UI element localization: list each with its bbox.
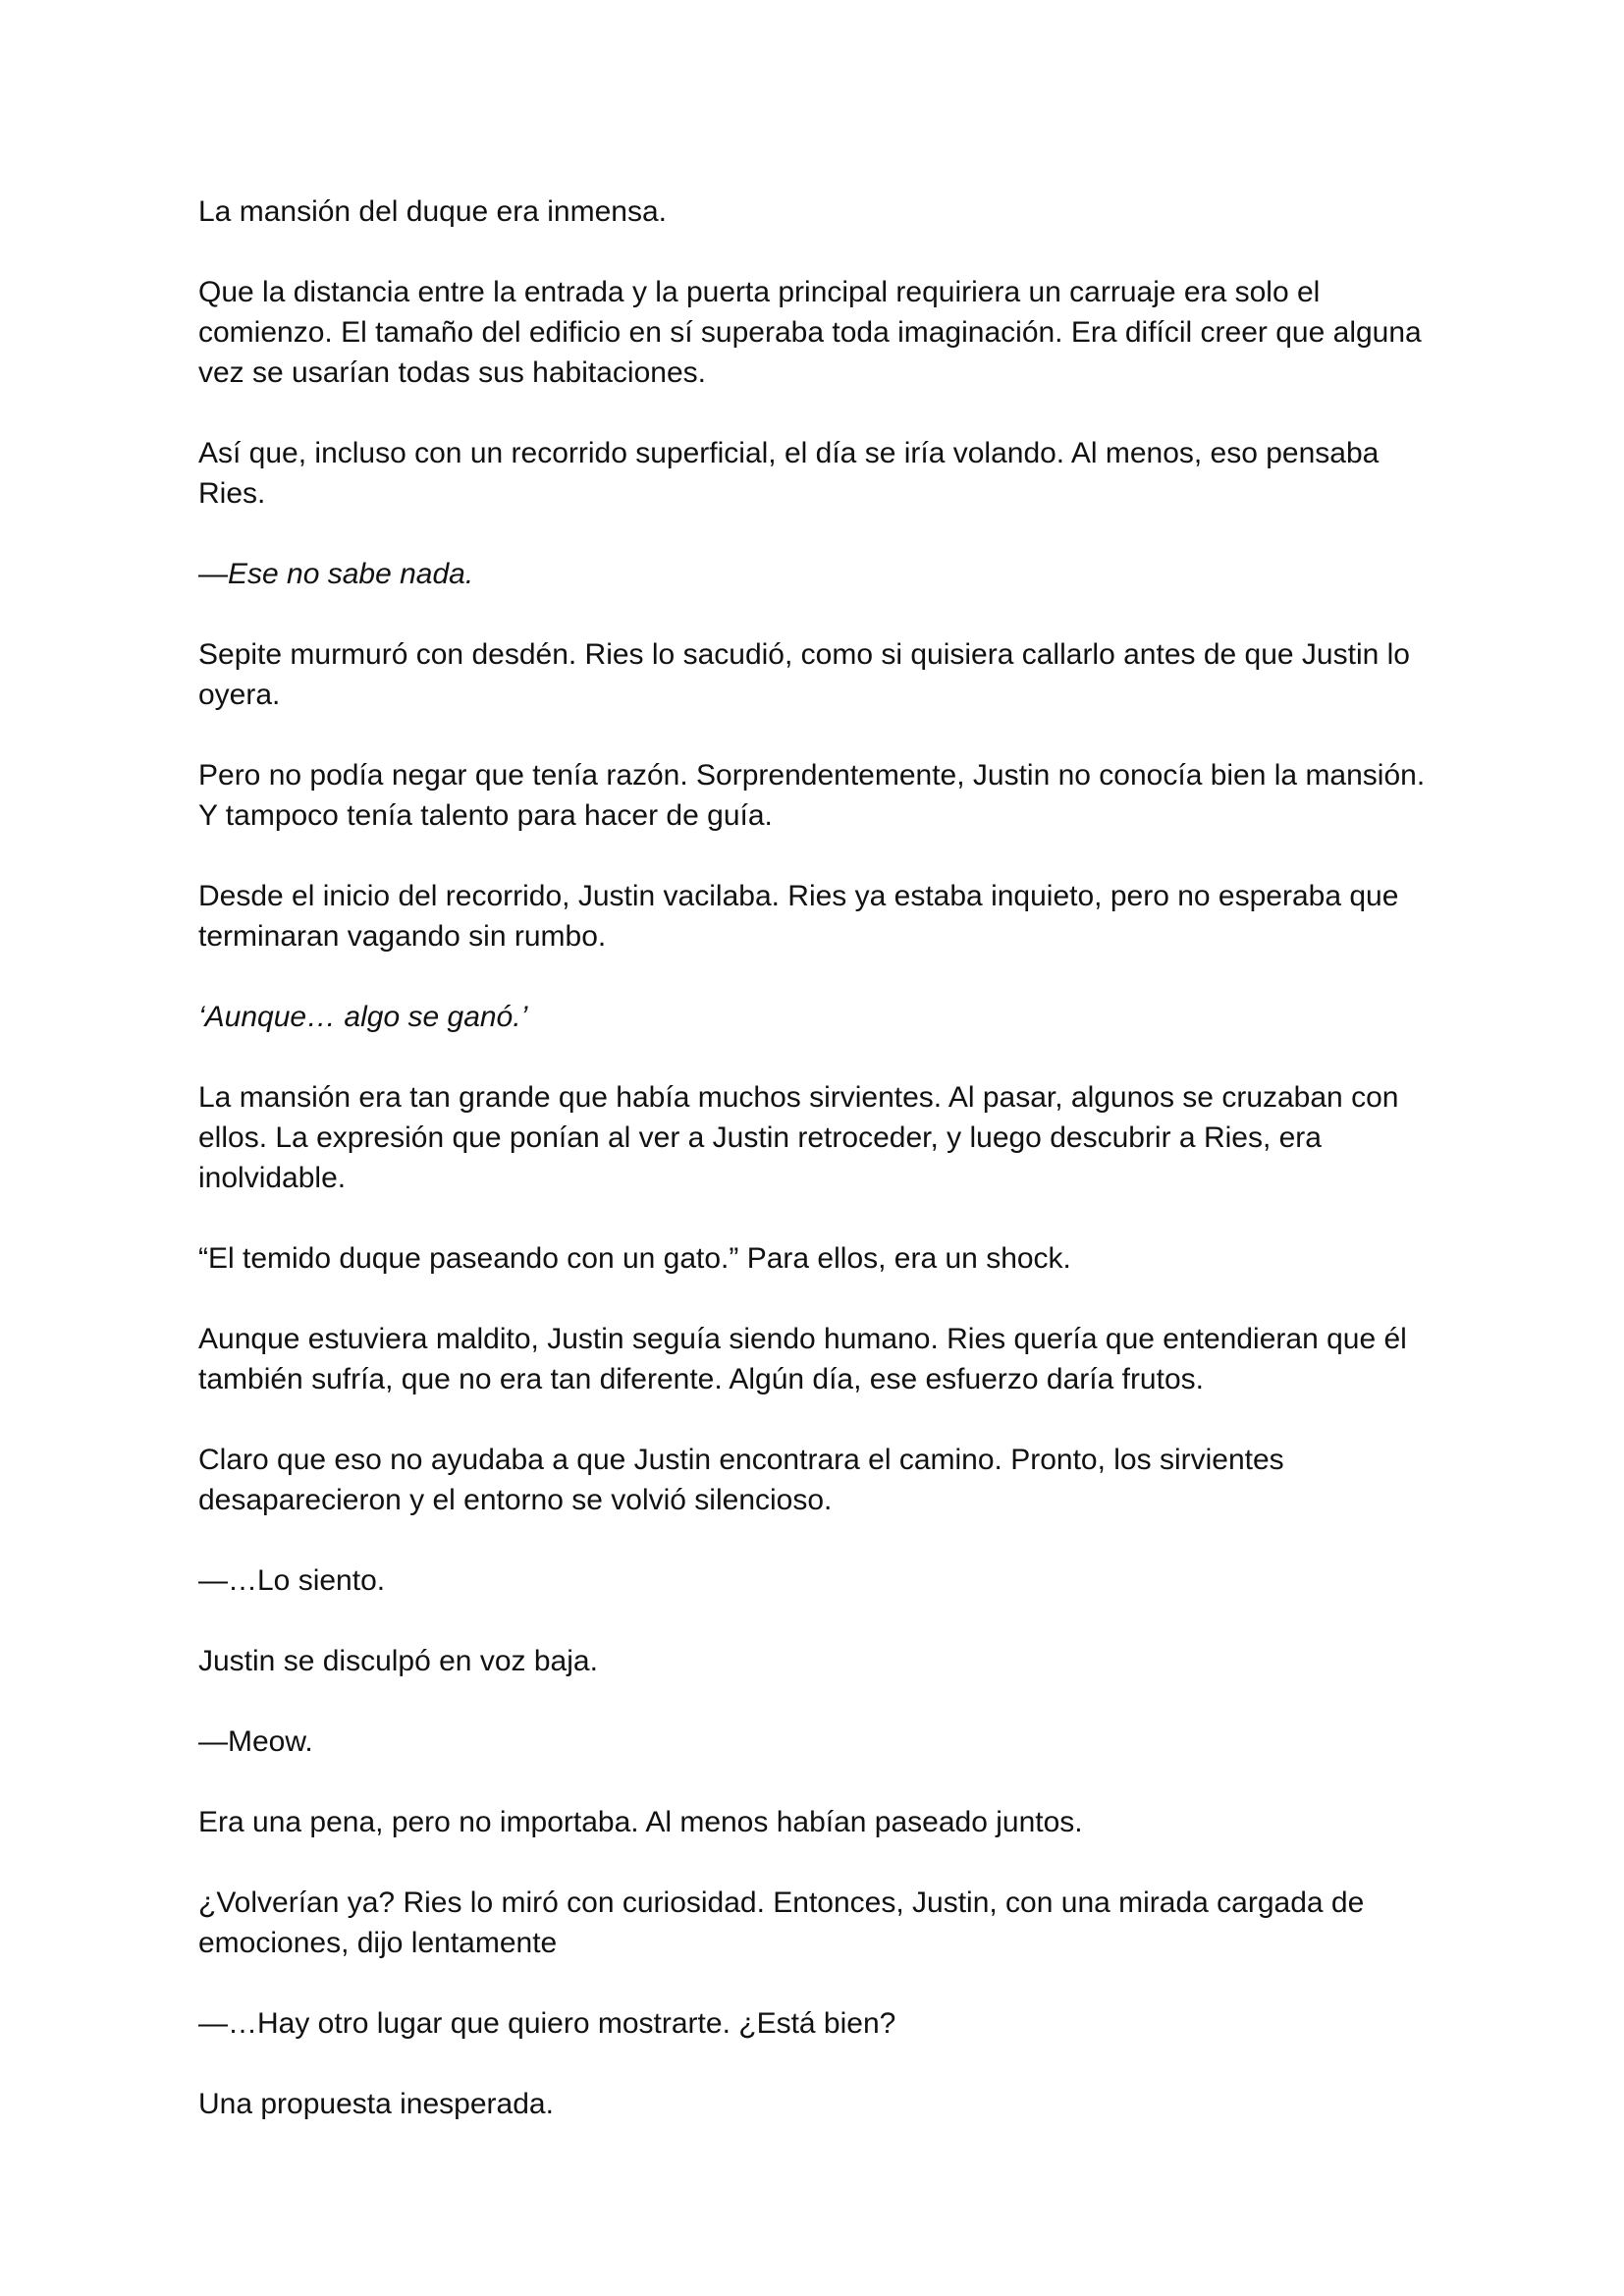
- paragraph-14: Justin se disculpó en voz baja.: [198, 1645, 598, 1677]
- paragraph-15-dialogue: —Meow.: [198, 1725, 313, 1758]
- paragraph-11: Aunque estuviera maldito, Justin seguía siendo humano. Ries quería que entendieran que él también sufría, que no era tan diferente. Algún día, ese esfuerzo daría frutos.: [198, 1323, 1407, 1395]
- paragraph-13-dialogue: —…Lo siento.: [198, 1564, 386, 1597]
- paragraph-9: La mansión era tan grande que había muchos sirvientes. Al pasar, algunos se cruzaban con ellos. La expresión que ponían al ver a Justin retroceder, y luego descubrir a Ries, era inolvidable.: [198, 1081, 1399, 1194]
- paragraph-6: Pero no podía negar que tenía razón. Sorprendentemente, Justin no conocía bien la mansión. Y tampoco tenía talento para hacer de guía.: [198, 759, 1426, 832]
- paragraph-18-dialogue: —…Hay otro lugar que quiero mostrarte. ¿Está bien?: [198, 2007, 896, 2040]
- paragraph-19: Una propuesta inesperada.: [198, 2088, 554, 2120]
- paragraph-4-dialogue: [198, 554, 1447, 594]
- paragraph-12: Claro que eso no ayudaba a que Justin encontrara el camino. Pronto, los sirvientes desaparecieron y el entorno se volvió silencioso.: [198, 1444, 1284, 1516]
- paragraph-2: Que la distancia entre la entrada y la puerta principal requiriera un carruaje era solo el comienzo. El tamaño del edificio en sí superaba toda imaginación. Era difícil creer que alguna vez se usarían todas sus habitaciones.: [198, 276, 1422, 389]
- paragraph-10: “El temido duque paseando con un gato.” Para ellos, era un shock.: [198, 1242, 1071, 1275]
- paragraph-3: Así que, incluso con un recorrido superficial, el día se iría volando. Al menos, eso pensaba Ries.: [198, 437, 1380, 510]
- paragraph-7: Desde el inicio del recorrido, Justin vacilaba. Ries ya estaba inquieto, pero no esperaba que terminaran vagando sin rumbo.: [198, 880, 1399, 953]
- paragraph-8-thought: [198, 997, 1447, 1037]
- italic-thought: Ese no sabe nada.: [228, 558, 474, 590]
- paragraph-16: Era una pena, pero no importaba. Al menos habían paseado juntos.: [198, 1806, 1083, 1838]
- paragraph-1: La mansión del duque era inmensa.: [198, 195, 667, 228]
- paragraph-17: ¿Volverían ya? Ries lo miró con curiosidad. Entonces, Justin, con una mirada cargada de emociones, dijo lentamente: [198, 1886, 1365, 1959]
- dialogue-dash: —: [198, 558, 228, 590]
- italic-thought: ‘Aunque… algo se ganó.’: [198, 1001, 528, 1033]
- paragraph-5: Sepite murmuró con desdén. Ries lo sacudió, como si quisiera callarlo antes de que Justin lo oyera.: [198, 638, 1410, 711]
